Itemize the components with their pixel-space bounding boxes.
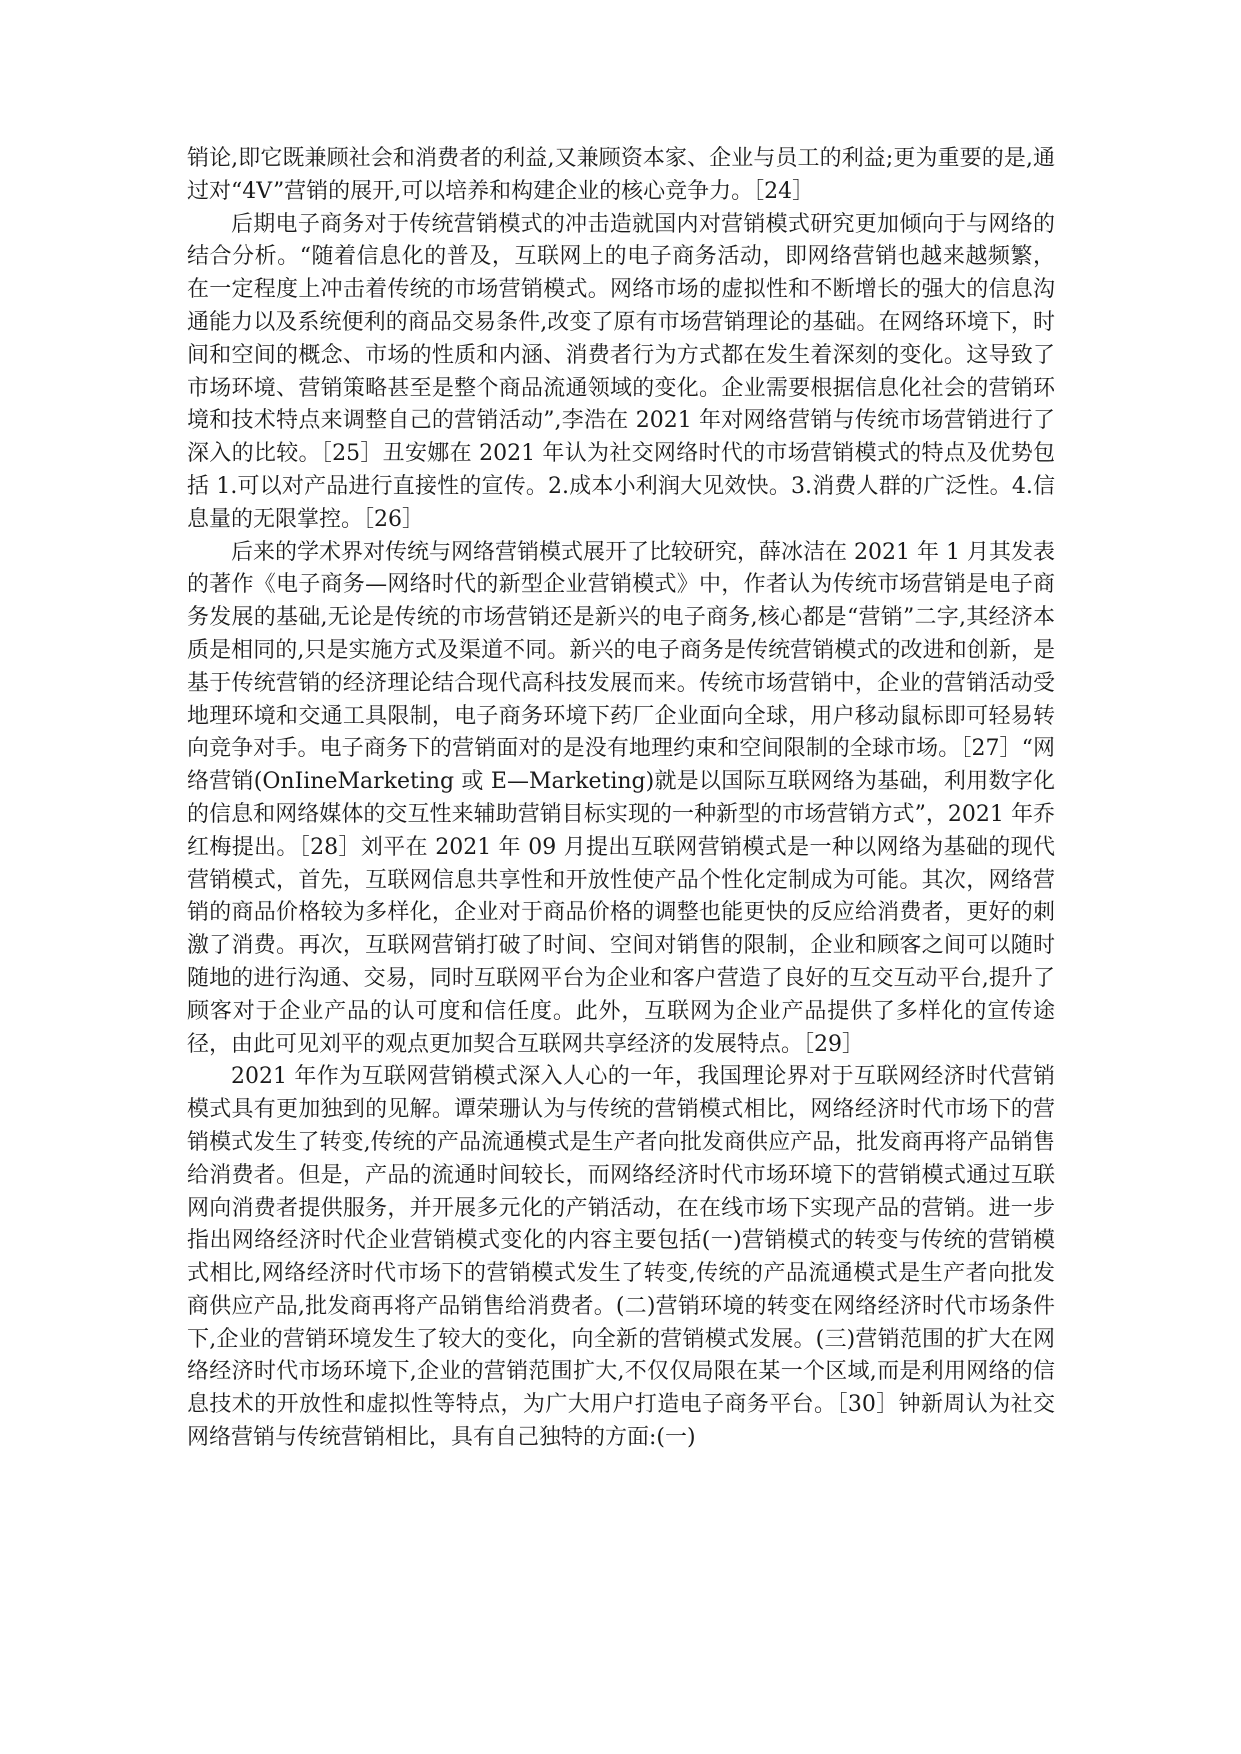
paragraph-3: 后来的学术界对传统与网络营销模式展开了比较研究，薛冰洁在 2021 年 1 月其发表的著作《电子商务—网络时代的新型企业营销模式》中，作者认为传统市场营销是电子商务发展的基础,无论是传统的市场营销还是新兴的电子商务,核心都是“营销”二字,其经济本质是相同的,只是实施方式及渠道不同。新兴的电子商务是传统营销模式的改进和创新，是基于传统营销的经济理论结合现代高科技发展而来。传统市场营销中，企业的营销活动受地理环境和交通工具限制，电子商务环境下药厂企业面向全球，用户移动鼠标即可轻易转向竞争对手。电子商务下的营销面对的是没有地理约束和空间限制的全球市场。［27］“网络营销(OnIineMarketing 或 E—Marketing)就是以国际互联网络为基础，利用数字化的信息和网络媒体的交互性来辅助营销目标实现的一种新型的市场营销方式”，2021 年乔红梅提出。［28］刘平在 2021 年 09 月提出互联网营销模式是一种以网络为基础的现代营销模式，首先，互联网信息共享性和开放性使产品个性化定制成为可能。其次，网络营销的商品价格较为多样化，企业对于商品价格的调整也能更快的反应给消费者，更好的刺激了消费。再次，互联网营销打破了时间、空间对销售的限制，企业和顾客之间可以随时随地的进行沟通、交易，同时互联网平台为企业和客户营造了良好的互交互动平台,提升了顾客对于企业产品的认可度和信任度。此外，互联网为企业产品提供了多样化的宣传途径，由此可见刘平的观点更加契合互联网共享经济的发展特点。［29］ (187, 539, 1055, 1057)
paragraph-4: 2021 年作为互联网营销模式深入人心的一年，我国理论界对于互联网经济时代营销模式具有更加独到的见解。谭荣珊认为与传统的营销模式相比，网络经济时代市场下的营销模式发生了转变,传统的产品流通模式是生产者向批发商供应产品，批发商再将产品销售给消费者。但是，产品的流通时间较长，而网络经济时代市场环境下的营销模式通过互联网向消费者提供服务，并开展多元化的产销活动，在在线市场下实现产品的营销。进一步指出网络经济时代企业营销模式变化的内容主要包括(一)营销模式的转变与传统的营销模式相比,网络经济时代市场下的营销模式发生了转变,传统的产品流通模式是生产者向批发商供应产品,批发商再将产品销售给消费者。(二)营销环境的转变在网络经济时代市场条件下,企业的营销环境发生了较大的变化，向全新的营销模式发展。(三)营销范围的扩大在网络经济时代市场环境下,企业的营销范围扩大,不仅仅局限在某一个区域,而是利用网络的信息技术的开放性和虚拟性等特点，为广大用户打造电子商务平台。［30］钟新周认为社交网络营销与传统营销相比，具有自己独特的方面:(一) (187, 1064, 1055, 1451)
document-page (187, 143, 1055, 1455)
paragraph-1: 销论,即它既兼顾社会和消费者的利益,又兼顾资本家、企业与员工的利益;更为重要的是,通过对“4V”营销的展开,可以培养和构建企业的核心竞争力。［24］ (187, 146, 1055, 204)
paragraph-2: 后期电子商务对于传统营销模式的冲击造就国内对营销模式研究更加倾向于与网络的结合分析。“随着信息化的普及，互联网上的电子商务活动，即网络营销也越来越频繁，在一定程度上冲击着传统的市场营销模式。网络市场的虚拟性和不断增长的强大的信息沟通能力以及系统便利的商品交易条件,改变了原有市场营销理论的基础。在网络环境下，时间和空间的概念、市场的性质和内涵、消费者行为方式都在发生着深刻的变化。这导致了市场环境、营销策略甚至是整个商品流通领域的变化。企业需要根据信息化社会的营销环境和技术特点来调整自己的营销活动”,李浩在 2021 年对网络营销与传统市场营销进行了深入的比较。［25］丑安娜在 2021 年认为社交网络时代的市场营销模式的特点及优势包括 1.可以对产品进行直接性的宣传。2.成本小利润大见效快。3.消费人群的广泛性。4.信息量的无限掌控。［26］ (187, 211, 1055, 532)
